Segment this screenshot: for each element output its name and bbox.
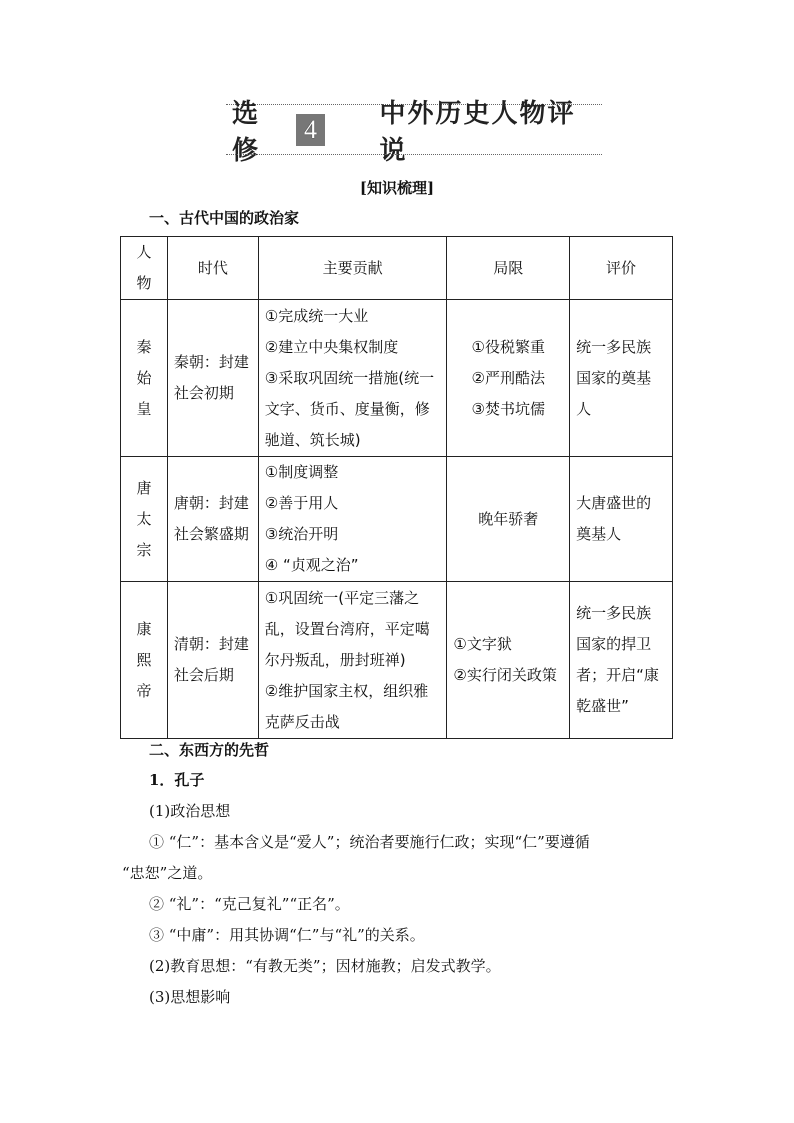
title-bottom-divider — [226, 154, 602, 155]
table-row — [121, 582, 673, 739]
document-title — [226, 99, 602, 166]
contributions-cell: ①巩固统一(平定三藩之乱，设置台湾府，平定噶尔丹叛乱，册封班禅) ②维护国家主权，组织雅克萨反击战 — [258, 582, 447, 739]
table-row — [121, 300, 673, 457]
person-cell: 秦始皇 — [121, 300, 168, 457]
statesmen-table — [120, 236, 673, 739]
header-person: 人物 — [121, 237, 168, 300]
evaluation-cell: 统一多民族国家的捍卫者；开启“康乾盛世” — [570, 582, 673, 739]
paragraph-ren: ① “仁”：基本含义是“爱人”；统治者要施行仁政；实现“仁”要遵循 — [149, 833, 590, 851]
title-main: 中外历史人物评说 — [379, 99, 576, 166]
table-header-row — [121, 237, 673, 300]
limits-cell: ①役税繁重 ②严刑酷法 ③焚书坑儒 — [447, 300, 570, 457]
sub-heading-politics: (1)政治思想 — [149, 802, 231, 820]
contributions-cell: ①制度调整 ②善于用人 ③统治开明 ④ “贞观之治” — [258, 457, 447, 582]
header-limits: 局限 — [447, 237, 570, 300]
header-era: 时代 — [167, 237, 258, 300]
evaluation-cell: 统一多民族国家的奠基人 — [570, 300, 673, 457]
paragraph-li: ② “礼”：“克己复礼”“正名”。 — [149, 895, 350, 913]
era-cell: 清朝：封建社会后期 — [167, 582, 258, 739]
limits-cell: ①文字狱 ②实行闭关政策 — [447, 582, 570, 739]
knowledge-subtitle: [知识梳理] — [359, 179, 435, 197]
evaluation-cell: 大唐盛世的奠基人 — [570, 457, 673, 582]
person-cell: 唐太宗 — [121, 457, 168, 582]
limits-cell: 晚年骄奢 — [447, 457, 570, 582]
section-heading-1: 一、古代中国的政治家 — [149, 209, 300, 227]
title-number-badge: 4 — [296, 114, 326, 146]
table-row — [121, 457, 673, 582]
sub-heading-influence: (3)思想影响 — [149, 988, 231, 1006]
title-text — [226, 99, 602, 166]
item-confucius: 1．孔子 — [149, 771, 205, 789]
header-evaluation: 评价 — [570, 237, 673, 300]
paragraph-zhongyong: ③ “中庸”：用其协调“仁”与“礼”的关系。 — [149, 926, 425, 944]
sub-heading-education: (2)教育思想：“有教无类”；因材施教；启发式教学。 — [149, 957, 501, 975]
person-cell: 康熙帝 — [121, 582, 168, 739]
paragraph-ren-cont: “忠恕”之道。 — [122, 864, 213, 882]
era-cell: 唐朝：封建社会繁盛期 — [167, 457, 258, 582]
section-heading-2: 二、东西方的先哲 — [149, 741, 270, 759]
title-prefix: 选修 — [232, 99, 263, 166]
era-cell: 秦朝：封建社会初期 — [167, 300, 258, 457]
header-contributions: 主要贡献 — [258, 237, 447, 300]
contributions-cell: ①完成统一大业 ②建立中央集权制度 ③采取巩固统一措施(统一文字、货币、度量衡，修驰道、筑长城) — [258, 300, 447, 457]
